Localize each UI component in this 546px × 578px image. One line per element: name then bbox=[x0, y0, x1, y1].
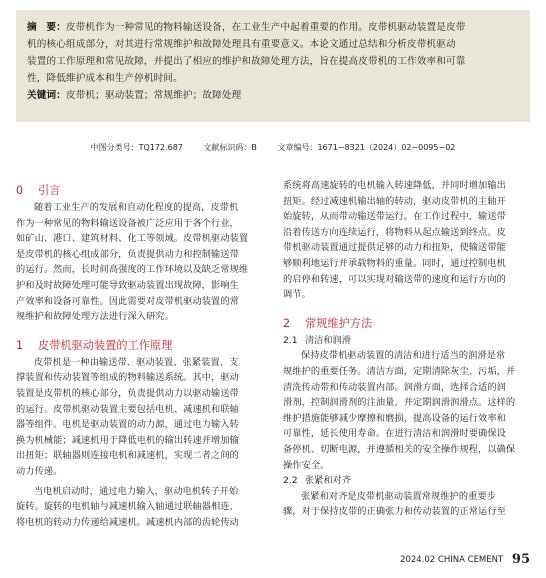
keywords-line bbox=[27, 87, 519, 104]
article-number: 文章编号：1671−8321（2024）02−0095−02 bbox=[277, 143, 456, 152]
paragraph-line: 保持皮带机驱动装置的清洁和进行适当的润滑是常 bbox=[301, 350, 506, 362]
article-meta bbox=[0, 142, 546, 153]
paragraph-line: 撑装置和传动装置等组成的物料输送系统。其中，驱动 bbox=[16, 372, 239, 384]
paragraph-line: 随着工业生产的发展和自动化程度的提高，皮带机 bbox=[34, 202, 239, 213]
paragraph-line: 规维护和故障处理方法进行深入研究。 bbox=[16, 311, 174, 323]
paragraph-line: 可靠性，延长使用寿命。在进行清洁和润滑时要确保设 bbox=[283, 428, 506, 440]
abstract-line: 摘 要：皮带机作为一种常见的物料输送设备，在工业生产中起着重要的作用。皮带机驱动装置是皮带 bbox=[27, 22, 466, 33]
subsection-heading-2-1: 2.1 清洁和润滑 bbox=[283, 334, 351, 346]
paragraph-line: 扭矩。经过减速机输出轴的转动，驱动皮带机的主轴开 bbox=[283, 195, 506, 207]
right-column bbox=[283, 178, 533, 520]
abstract-label: 摘 要： bbox=[27, 22, 66, 33]
page-number: 95 bbox=[511, 552, 530, 567]
paragraph-line: 器等组件。电机是驱动装置的动力源，通过电力输入转 bbox=[16, 419, 239, 431]
paragraph-line: 换为机械能；减速机用于降低电机的输出转速并增加输 bbox=[16, 434, 239, 446]
paragraph-line: 的运行。然而，长时间高强度的工作环境以及缺乏常规维 bbox=[16, 264, 249, 276]
abstract-line: 装置的工作原理和常见故障，并提出了相应的维护和故障处理方法，旨在提高皮带机的工作效率和可靠 bbox=[27, 56, 466, 67]
keywords: 皮带机；驱动装置；常规维护；故障处理 bbox=[65, 90, 242, 101]
clc-number: 中图分类号：TQ172.687 bbox=[90, 143, 183, 152]
paragraph-line: 调节。 bbox=[283, 289, 311, 301]
abstract-box bbox=[16, 10, 530, 122]
paragraph-line: 皮带机是一种由输送带、驱动装置、张紧装置、支 bbox=[34, 356, 239, 368]
paragraph-line: 将电机的转动力传递给减速机。减速机内部的齿轮传动 bbox=[16, 516, 239, 528]
paragraph-line: 沿着传送方向连续运行，将物料从起点输送到终点。皮 bbox=[283, 226, 506, 238]
keywords-label: 关键词： bbox=[27, 90, 66, 101]
issue-date: 2024.02 bbox=[400, 555, 436, 565]
subsection-heading-2-2: 2.2 张紧和对齐 bbox=[283, 475, 351, 487]
paragraph-line: 的运行。皮带机驱动装置主要包括电机、减速机和联轴 bbox=[16, 403, 239, 415]
paragraph-line: 出扭矩；联轴器则连接电机和减速机，实现二者之间的 bbox=[16, 450, 239, 462]
section-heading-1: 1 皮带机驱动装置的工作原理 bbox=[16, 338, 173, 352]
paragraph-line: 是皮带机的核心组成部分，负责提供动力和控制输送带 bbox=[16, 248, 239, 260]
paragraph-line: 规维护的重要任务。清洁方面，定期清除灰尘、污垢，并 bbox=[283, 365, 516, 377]
paragraph-line: 系统将高速旋转的电机输入转速降低，并同时增加输出 bbox=[283, 180, 506, 191]
paragraph-line: 旋转。旋转的电机轴与减速机输入轴通过联轴器相连， bbox=[16, 501, 239, 513]
paragraph-line: 动力传递。 bbox=[16, 465, 63, 477]
paragraph-line: 始旋转，从而带动输送带运行。在工作过程中，输送带 bbox=[283, 211, 506, 223]
paragraph-line: 够顺利地运行并承载物料的重量。同时，通过控制电机 bbox=[283, 257, 506, 269]
paragraph-line: 当电机启动时，通过电力输入，驱动电机转子开始 bbox=[34, 485, 239, 497]
page-footer bbox=[400, 552, 530, 567]
paragraph-line: 的启停和转速，可以实现对输送带的速度和运行方向的 bbox=[283, 273, 506, 285]
section-heading-2: 2 常规维护方法 bbox=[283, 316, 373, 330]
paragraph-line: 张紧和对齐是皮带机驱动装置常规维护的重要步 bbox=[301, 490, 497, 502]
paragraph-line: 操作安全。 bbox=[283, 459, 330, 471]
left-column bbox=[16, 178, 266, 530]
paragraph-line: 清洗传动带和传动装置内部。润滑方面，选择合适的润 bbox=[283, 381, 506, 393]
journal-name: CHINA CEMENT bbox=[437, 555, 504, 565]
section-heading-intro: 0 引言 bbox=[16, 184, 61, 197]
paragraph-line: 滑剂，控制润滑剂的注油量，并定期润滑润滑点。这样的 bbox=[283, 397, 516, 409]
paragraph-line: 产效率和设备可靠性。因此需要对皮带机驱动装置的常 bbox=[16, 295, 239, 307]
document-code: 文献标识码：B bbox=[203, 143, 257, 152]
abstract-line: 性，降低维护成本和生产停机时间。 bbox=[27, 73, 183, 84]
paragraph-line: 装置是皮带机的核心部分，负责提供动力以驱动输送带 bbox=[16, 387, 239, 399]
paragraph-line: 护和及时故障处理可能导致驱动装置出现故障，影响生 bbox=[16, 279, 239, 291]
abstract-line: 机的核心组成部分，对其进行常规维护和故障处理具有重要意义。本论文通过总结和分析皮带机驱动 bbox=[27, 39, 456, 50]
paragraph-line: 维护措施能够减少摩擦和磨损，提高设备的运行效率和 bbox=[283, 412, 506, 424]
paragraph-line: 带机驱动装置通过提供足够的动力和扭矩，使输送带能 bbox=[283, 242, 506, 254]
paragraph-line: 作为一种常见的物料输送设备被广泛应用于各个行业， bbox=[16, 217, 239, 229]
paragraph-line: 骤，对于保持皮带的正确张力和传动装置的正常运行至 bbox=[283, 506, 506, 518]
paragraph-line: 备停机、切断电源，并遵循相关的安全操作规程，以确保 bbox=[283, 443, 516, 455]
paragraph-line: 如矿山、港口、建筑材料、化工等领域。皮带机驱动装置 bbox=[16, 233, 249, 245]
